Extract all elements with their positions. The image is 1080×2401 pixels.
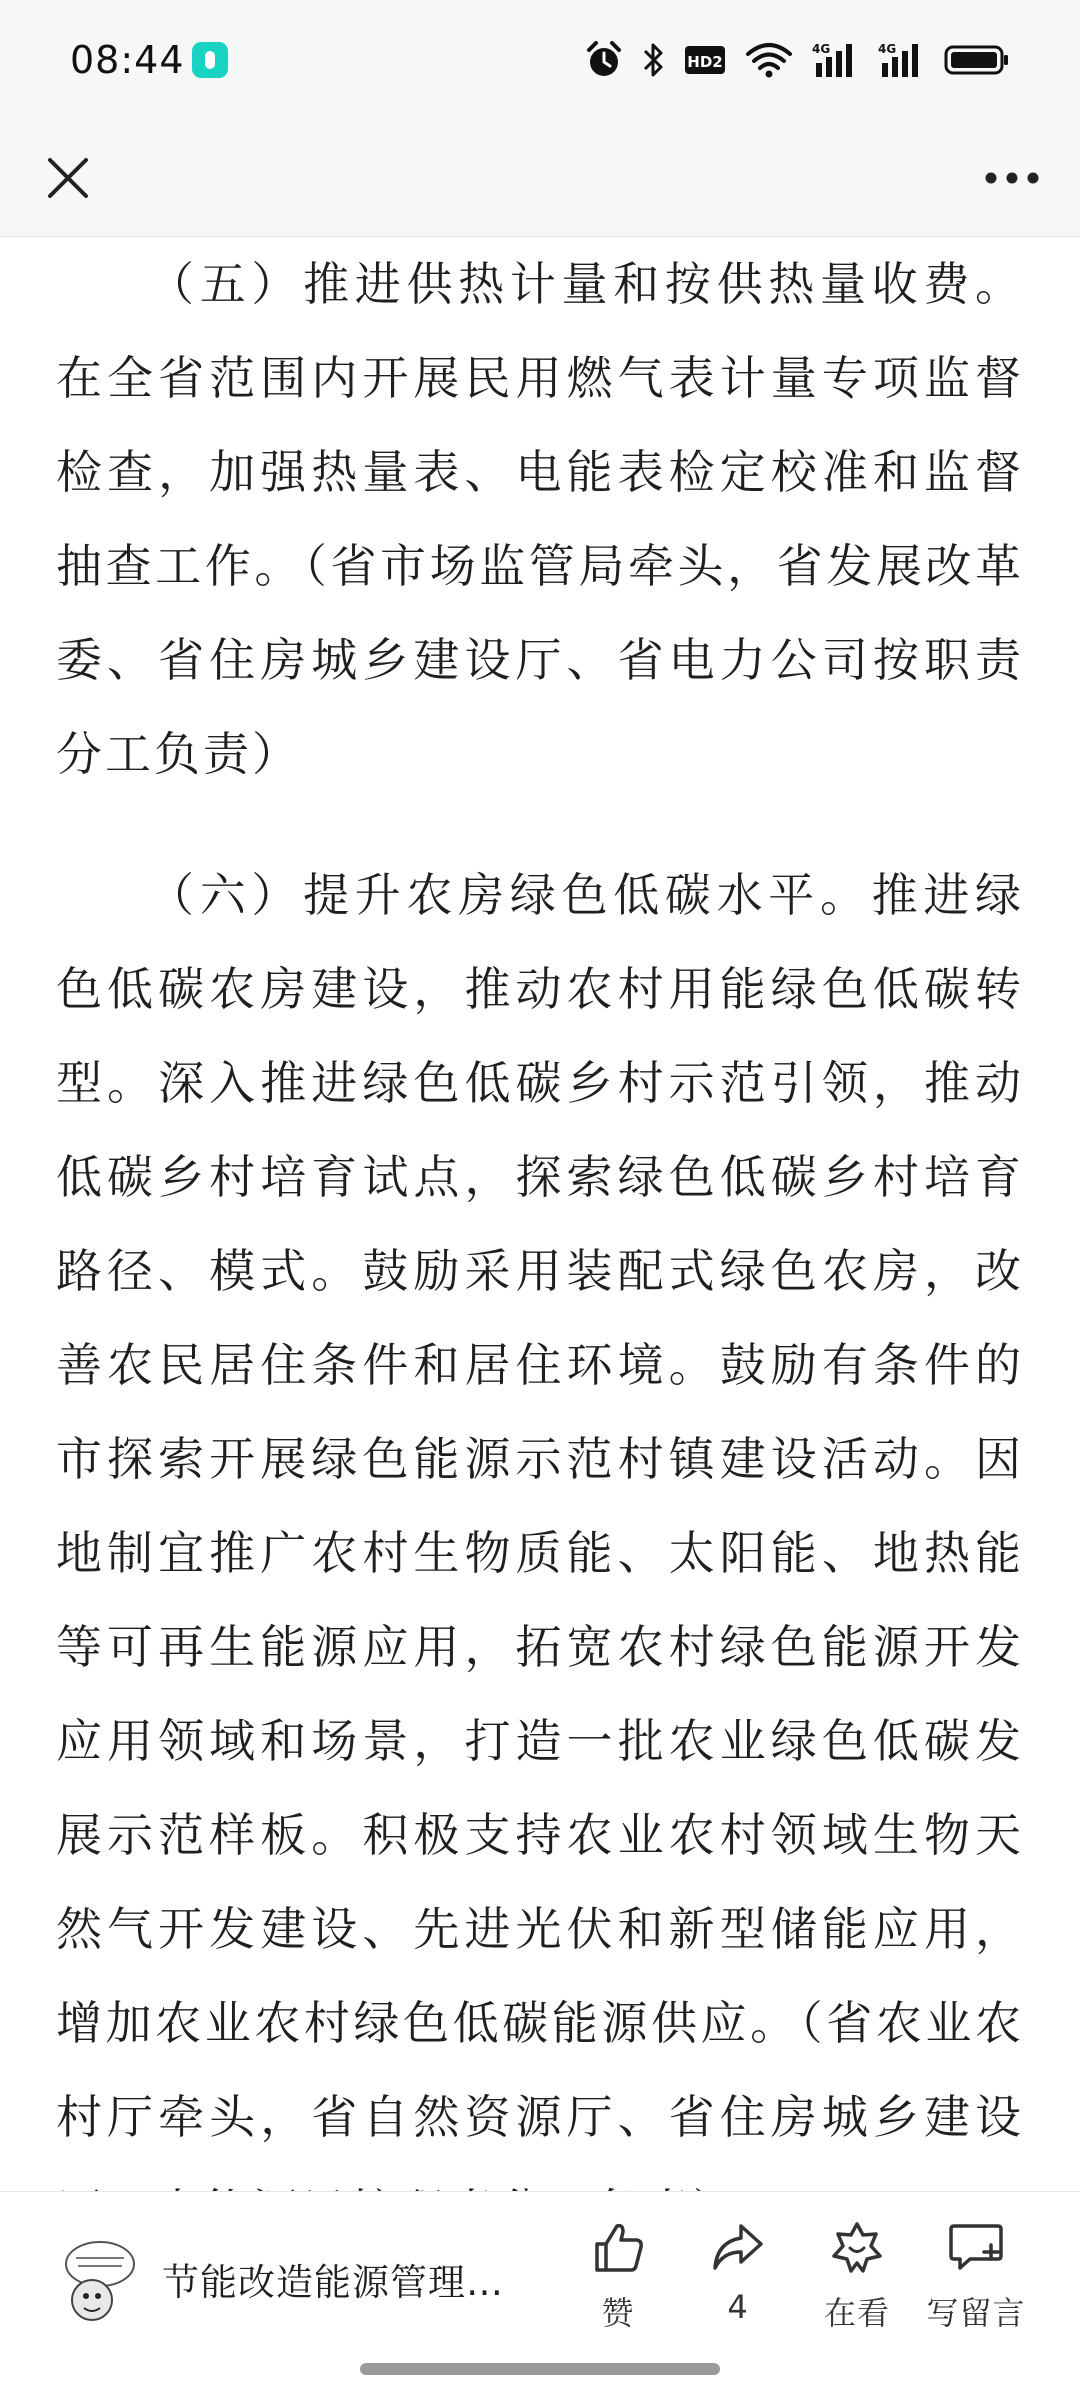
share-button[interactable] bbox=[678, 2220, 798, 2330]
article-body[interactable] bbox=[0, 237, 1080, 2191]
wow-flower-icon bbox=[830, 2220, 884, 2274]
close-icon bbox=[46, 156, 90, 200]
close-button[interactable] bbox=[30, 140, 106, 216]
article-paragraph: （六）提升农房绿色低碳水平。推进绿色低碳农房建设，推动农村用能绿色低碳转型。深入推进绿色低碳乡村示范引领，推动低碳乡村培育试点，探索绿色低碳乡村培育路径、模式。鼓励采用装配式绿色农房，改善农民居住条件和居住环境。鼓励有条件的市探索开展绿色能源示范村镇建设活动。因地制宜推广农村生物质能、太阳能、地热能等可再生能源应用，拓宽农村绿色能源开发应用领域和场景，打造一批农业绿色低碳发展示范样板。积极支持农业农村领域生物天然气开发建设、先进光伏和新型储能应用，增加农业农村绿色低碳能源供应。（省农业农村厅牵头，省自然资源厅、省住房城乡建设 bbox=[56, 868, 1024, 2144]
like-label: 赞 bbox=[601, 2294, 635, 2332]
more-horizontal-icon bbox=[984, 171, 1040, 185]
bluetooth-icon bbox=[642, 40, 664, 80]
write-comment-button[interactable] bbox=[916, 2220, 1036, 2330]
svg-text:4G: 4G bbox=[812, 42, 831, 56]
battery-icon bbox=[944, 43, 1010, 77]
hd2-icon bbox=[684, 43, 726, 77]
write-comment-label: 写留言 bbox=[926, 2294, 1026, 2332]
share-icon bbox=[711, 2220, 765, 2274]
wow-button[interactable] bbox=[797, 2220, 917, 2330]
home-indicator[interactable] bbox=[360, 2363, 720, 2375]
like-button[interactable] bbox=[558, 2220, 678, 2330]
status-bar bbox=[0, 0, 1080, 120]
account-avatar[interactable] bbox=[62, 2234, 138, 2324]
article-paragraph: （五）推进供热计量和按供热量收费。在全省范围内开展民用燃气表计量专项监督检查，加强热量表、电能表检定校准和监督抽查工作。（省市场监管局牵头，省发展改革委、省住房城乡建设厅、省电力公司按职责分工负责） bbox=[56, 257, 1024, 781]
wow-label: 在看 bbox=[823, 2294, 890, 2332]
comment-icon bbox=[948, 2220, 1004, 2274]
status-icons bbox=[586, 38, 1010, 82]
app-notification-icon bbox=[192, 42, 228, 78]
thumbs-up-icon bbox=[591, 2220, 645, 2274]
top-bar bbox=[0, 120, 1080, 237]
status-time: 08:44 bbox=[70, 38, 185, 82]
svg-text:4G: 4G bbox=[878, 42, 897, 56]
wifi-icon bbox=[746, 42, 792, 78]
svg-text:HD2: HD2 bbox=[687, 53, 723, 71]
signal-4g-icon bbox=[812, 41, 858, 79]
account-name[interactable]: 节能改造能源管理… bbox=[162, 2261, 504, 2304]
share-count: 4 bbox=[727, 2288, 749, 2326]
alarm-icon bbox=[586, 40, 622, 80]
signal-4g-icon-2 bbox=[878, 41, 924, 79]
more-options-button[interactable] bbox=[974, 140, 1050, 216]
